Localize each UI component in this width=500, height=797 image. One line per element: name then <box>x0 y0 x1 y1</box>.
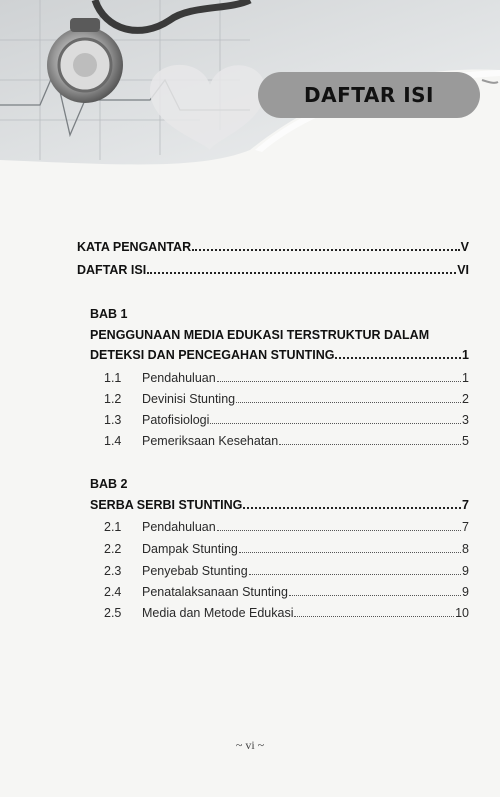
toc-entry-page: V <box>460 240 469 254</box>
section-page: 7 <box>462 520 469 534</box>
toc-section-1-3[interactable] <box>104 413 469 427</box>
section-page: 5 <box>462 434 469 448</box>
leader-dots <box>236 401 461 403</box>
leader-dots <box>210 422 461 424</box>
section-number: 2.3 <box>104 564 122 578</box>
section-page: 2 <box>462 392 469 406</box>
section-label: Patofisiologi <box>142 413 210 427</box>
section-number: 2.4 <box>104 585 122 599</box>
leader-dots <box>217 380 461 382</box>
toc-entry-label: SERBA SERBI STUNTING <box>90 498 243 512</box>
toc-entry-page: 1 <box>462 348 469 362</box>
section-label: Pemeriksaan Kesehatan <box>142 434 279 448</box>
corner-arrow-icon <box>480 78 500 98</box>
section-number: 1.3 <box>104 413 122 427</box>
toc-entry-page: VI <box>457 263 469 277</box>
toc-section-1-1[interactable] <box>104 371 469 385</box>
toc-section-2-1[interactable] <box>104 520 469 534</box>
toc-entry-page: 7 <box>462 498 469 512</box>
toc-section-2-4[interactable] <box>104 585 469 599</box>
chapter-2-title-entry[interactable] <box>90 498 469 512</box>
leader-dots <box>239 551 461 553</box>
section-number: 1.2 <box>104 392 122 406</box>
section-number: 1.1 <box>104 371 122 385</box>
chapter-1-title-line1[interactable]: PENGGUNAAN MEDIA EDUKASI TERSTRUKTUR DALAM <box>90 328 430 342</box>
section-label: Media dan Metode Edukasi <box>142 606 294 620</box>
toc-entry-label: DETEKSI DAN PENCEGAHAN STUNTING <box>90 348 335 362</box>
toc-section-1-4[interactable] <box>104 434 469 448</box>
toc-entry-daftar-isi[interactable] <box>77 263 469 277</box>
toc-section-2-2[interactable] <box>104 542 469 556</box>
toc-section-1-2[interactable] <box>104 392 469 406</box>
toc-section-2-5[interactable] <box>104 606 469 620</box>
section-page: 9 <box>462 585 469 599</box>
leader-dots <box>249 573 461 575</box>
section-number: 2.5 <box>104 606 122 620</box>
leader-dots <box>294 615 454 617</box>
leader-dots <box>217 529 461 531</box>
section-label: Pendahuluan <box>142 520 216 534</box>
chapter-1-title-entry[interactable] <box>90 348 469 362</box>
leader-dots <box>279 443 461 445</box>
section-number: 1.4 <box>104 434 122 448</box>
toc-entry-label: KATA PENGANTAR <box>77 240 192 254</box>
section-page: 8 <box>462 542 469 556</box>
section-number: 2.1 <box>104 520 122 534</box>
section-label: Dampak Stunting <box>142 542 238 556</box>
section-page: 10 <box>455 606 469 620</box>
chapter-2-label: BAB 2 <box>90 477 128 491</box>
page-number: ~ vi ~ <box>235 738 265 752</box>
section-label: Penatalaksanaan Stunting <box>142 585 288 599</box>
section-number: 2.2 <box>104 542 122 556</box>
toc-section-2-3[interactable] <box>104 564 469 578</box>
leader-dots <box>243 506 461 509</box>
page-title-banner <box>258 72 480 118</box>
section-page: 1 <box>462 371 469 385</box>
leader-dots <box>147 271 456 274</box>
leader-dots <box>335 356 461 359</box>
section-page: 3 <box>462 413 469 427</box>
section-label: Devinisi Stunting <box>142 392 236 406</box>
section-label: Penyebab Stunting <box>142 564 248 578</box>
toc-entry-label: DAFTAR ISI <box>77 263 147 277</box>
section-label: Pendahuluan <box>142 371 216 385</box>
chapter-1-label: BAB 1 <box>90 307 128 321</box>
section-page: 9 <box>462 564 469 578</box>
page-title: DAFTAR ISI <box>304 83 434 107</box>
toc-entry-kata-pengantar[interactable] <box>77 240 469 254</box>
leader-dots <box>289 594 461 596</box>
leader-dots <box>192 248 460 251</box>
